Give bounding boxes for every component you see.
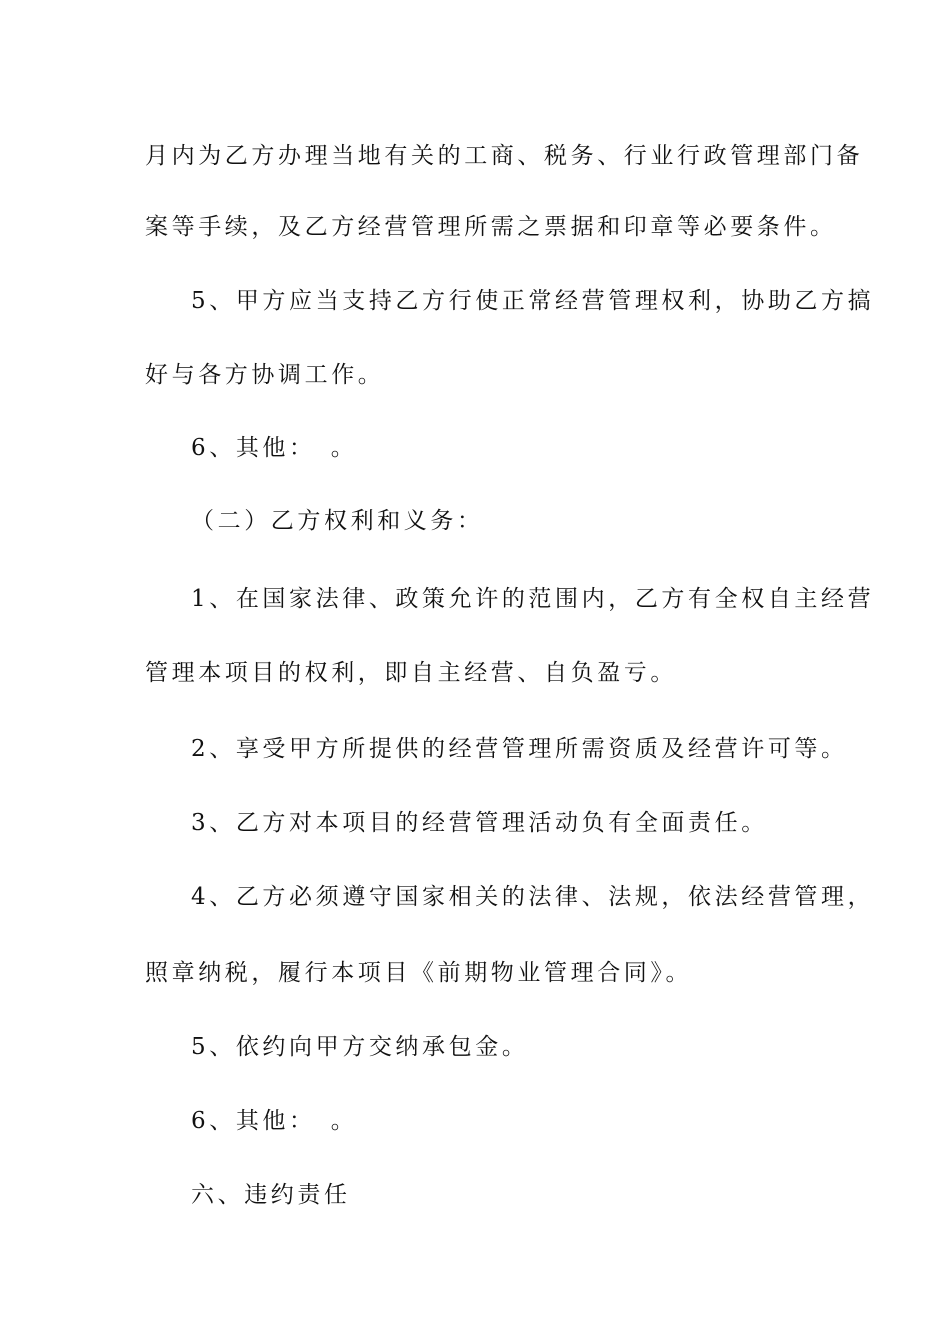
paragraph-line: 管理本项目的权利，即自主经营、自负盈亏。 bbox=[145, 660, 677, 686]
paragraph-line: 3、乙方对本项目的经营管理活动负有全面责任。 bbox=[191, 810, 768, 836]
paragraph-line: 5、依约向甲方交纳承包金。 bbox=[191, 1034, 529, 1060]
paragraph-line: 6、其他： 。 bbox=[191, 435, 358, 461]
paragraph-line: 案等手续，及乙方经营管理所需之票据和印章等必要条件。 bbox=[145, 214, 837, 240]
paragraph-line: 1、在国家法律、政策允许的范围内，乙方有全权自主经营 bbox=[191, 586, 875, 612]
paragraph-line: 好与各方协调工作。 bbox=[145, 362, 385, 388]
paragraph-line: 4、乙方必须遵守国家相关的法律、法规，依法经营管理， bbox=[191, 884, 875, 910]
paragraph-line: 月内为乙方办理当地有关的工商、税务、行业行政管理部门备 bbox=[145, 143, 864, 169]
paragraph-line: 照章纳税，履行本项目《前期物业管理合同》。 bbox=[145, 960, 693, 986]
paragraph-line: 6、其他： 。 bbox=[191, 1108, 358, 1134]
section-heading: 六、违约责任 bbox=[191, 1182, 351, 1208]
section-heading: （二）乙方权利和义务： bbox=[191, 508, 484, 534]
paragraph-line: 2、享受甲方所提供的经营管理所需资质及经营许可等。 bbox=[191, 736, 848, 762]
paragraph-line: 5、甲方应当支持乙方行使正常经营管理权利，协助乙方搞 bbox=[191, 288, 875, 314]
